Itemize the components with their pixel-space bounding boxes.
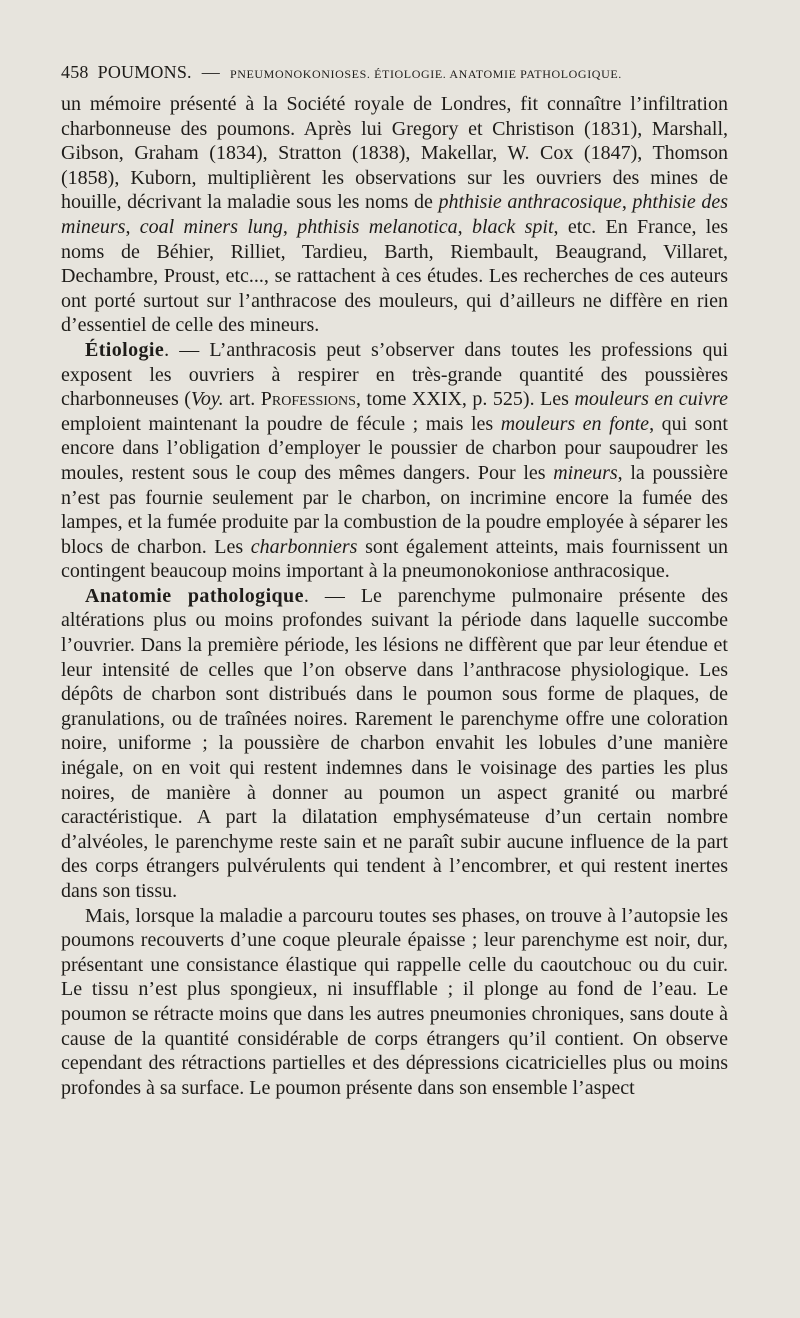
text-run: Mais, lorsque la maladie a parcouru toutes ses phases, on trouve à l’autopsie les poumons recouverts d’une coque pleurale épaisse ; leur parenchyme est noir, dur, présentant une consistance élastique qui rappelle celle du caoutchouc ou du cuir. Le tissu n’est plus spongieux, ni insufflable ; il plonge au fond de l’eau. Le poumon se rétracte moins que dans les autres pneumonies chroniques, sans doute à cause de la quantité considérable de corps étrangers qu’il contient. On observe cependant des rétractions partielles et des dépressions cicatricielles plus ou moins profondes à sa surface. Le poumon présente dans son ensemble l’aspect xyxy=(61,904,728,1099)
text-run: , tome XXIX, p. 525). Les xyxy=(355,388,575,411)
text-run: , xyxy=(282,215,298,238)
text-run: , xyxy=(621,191,633,214)
italic-term: charbonniers xyxy=(250,535,358,558)
paragraph-etiologie xyxy=(61,338,728,584)
italic-term: mineurs xyxy=(553,461,618,484)
running-head-subtitle: PNEUMONOKONIOSES. ÉTIOLOGIE. ANATOMIE PATHOLOGIQUE. xyxy=(229,67,622,81)
text-run: , qui sont encore dans l’obligation d’employer le poussier de charbon pour saupoudrer les moules, restent sous le coup des mêmes dangers. Pour les xyxy=(61,412,728,484)
running-head-title: POUMONS. xyxy=(97,62,192,82)
text-run: emploient maintenant la poudre de fécule ; mais les xyxy=(61,412,501,435)
text-run: . — Le parenchyme pulmonaire présente des altérations plus ou moins profondes suivant la période dans laquelle succombe l’ouvrier. Dans la première période, les lésions ne diffèrent que par leur étendue et leur intensité de celles que l’on observe dans l’anthracose physiologique. Les dépôts de charbon sont distribués dans le poumon sous forme de plaques, de granulations, ou de traînées noires. Rarement le parenchyme offre une coloration noire, uniforme ; la poussière de charbon envahit les lobules d’une manière inégale, on en voit qui restent indemnes dans le voisinage des parties les plus noires, de manière à donner au poumon un aspect granité ou marbré caractéristique. A part la dilatation emphysémateuse d’un certain nombre d’alvéoles, le parenchyme reste sain et ne paraît subir aucune influence de la part des corps étrangers pulvérulents qui tendent à l’encombrer, et qui restent inertes dans son tissu. xyxy=(61,584,728,902)
text-run: . — L’anthracosis peut s’observer dans toutes les professions qui exposent les ouvriers à respirer en très-grande quantité des poussières charbonneuses ( xyxy=(61,338,728,411)
paragraph-anatomie xyxy=(61,584,728,904)
italic-term: phthisie anthracosique xyxy=(438,191,622,214)
running-head-dash: — xyxy=(201,62,220,82)
body-text xyxy=(61,92,728,1100)
text-run: , la poussière n’est pas fournie seulement par le charbon, on incrimine encore la fumée des lampes, et la fumée produite par la combustion de la poudre employée à séparer les blocs de charbon. Les xyxy=(61,461,728,558)
section-heading-anatomie: Anatomie pathologique xyxy=(85,584,304,607)
text-run: art. xyxy=(223,388,261,411)
italic-term: mouleurs en cuivre xyxy=(574,388,728,411)
text-run: , xyxy=(457,215,472,238)
italic-term: coal miners lung xyxy=(139,215,283,238)
italic-term: Voy. xyxy=(190,388,224,411)
text-run: , xyxy=(125,215,140,238)
paragraph-history xyxy=(61,92,728,338)
italic-term: black spit xyxy=(471,215,554,238)
paragraph-late-stage xyxy=(61,904,728,1101)
italic-term: mouleurs en fonte xyxy=(500,412,650,435)
text-run: sont également atteints, mais fournissent un contingent beaucoup moins important à la pneumonokoniose anthracosique. xyxy=(61,535,729,583)
page-number: 458 xyxy=(61,62,89,82)
section-heading-etiologie: Étiologie xyxy=(85,338,165,361)
text-run: un mémoire présenté à la Société royale de Londres, fit connaître l’infiltration charbonneuse des poumons. Après lui Gregory et Christison (1831), Marshall, Gibson, Graham (1834), Stratton (1838), Makellar, W. Cox (1847), Thomson (1858), Kuborn, multiplièrent les observations sur les ouvriers des mines de houille, décrivant la maladie sous les noms de xyxy=(61,93,728,214)
italic-term: phthisis melanotica xyxy=(297,215,458,238)
text-run: , etc. En France, les noms de Béhier, Rilliet, Tardieu, Barth, Riembault, Beaugrand, Villaret, Dechambre, Proust, etc..., se rattachent à ces études. Les recherches de ces auteurs ont porté surtout sur l’anthracose des mouleurs, qui d’ailleurs ne diffère en rien d’essentiel de celle des mineurs. xyxy=(61,215,728,337)
running-head xyxy=(61,62,728,88)
small-caps-reference: Professions xyxy=(260,388,356,411)
italic-term: phthisie des mineurs xyxy=(61,191,729,238)
